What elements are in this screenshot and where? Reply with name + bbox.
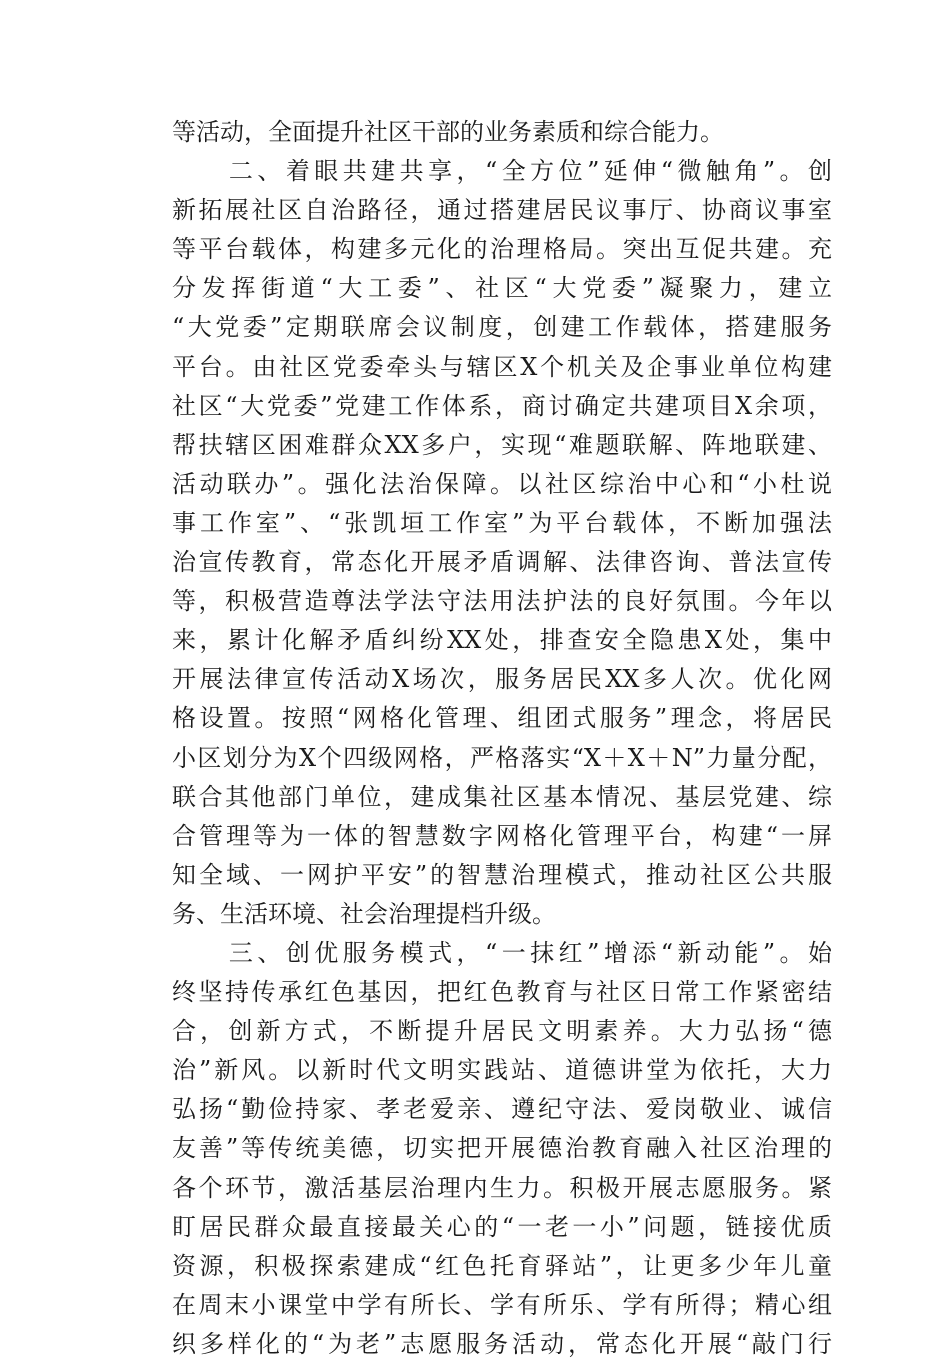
text-line: 资源，积极探索建成“红色托育驿站”，让更多少年儿童 [172,1251,832,1280]
text-line: “大党委”定期联席会议制度，创建工作载体，搭建服务 [172,313,832,342]
text-line: 务、生活环境、社会治理提档升级。 [172,899,556,928]
text-line: 小区划分为X个四级网格，严格落实“X＋X＋N”力量分配， [172,743,832,772]
text-line: 盯居民群众最直接最关心的“一老一小”问题，链接优质 [172,1212,832,1241]
text-line: 弘扬“勤俭持家、孝老爱亲、遵纪守法、爱岗敬业、诚信 [172,1095,832,1124]
text-line: 在周末小课堂中学有所长、学有所乐、学有所得；精心组 [172,1290,832,1319]
text-line: 各个环节，激活基层治理内生力。积极开展志愿服务。紧 [172,1173,832,1202]
text-line: 活动联办”。强化法治保障。以社区综治中心和“小杜说 [172,469,832,498]
text-line: 事工作室”、“张凯垣工作室”为平台载体，不断加强法 [172,508,832,537]
text-line: 开展法律宣传活动X场次，服务居民XX多人次。优化网 [172,665,832,694]
text-line: 分发挥街道“大工委”、社区“大党委”凝聚力，建立 [172,274,832,303]
text-line: 友善”等传统美德，切实把开展德治教育融入社区治理的 [172,1134,832,1163]
text-line: 治”新风。以新时代文明实践站、道德讲堂为依托，大力 [172,1056,832,1085]
text-line: 新拓展社区自治路径，通过搭建居民议事厅、协商议事室 [172,196,832,225]
text-line: 织多样化的“为老”志愿服务活动，常态化开展“敲门行 [172,1329,832,1358]
text-line: 知全域、一网护平安”的智慧治理模式，推动社区公共服 [172,860,832,889]
text-line: 平台。由社区党委牵头与辖区X个机关及企事业单位构建 [172,352,832,381]
body-text [172,113,832,1364]
text-line: 等平台载体，构建多元化的治理格局。突出互促共建。充 [172,235,832,264]
text-line: 格设置。按照“网格化管理、组团式服务”理念，将居民 [172,704,832,733]
text-line: 来，累计化解矛盾纠纷XX处，排查安全隐患X处，集中 [172,626,832,655]
text-line: 合，创新方式，不断提升居民文明素养。大力弘扬“德 [172,1017,832,1046]
section-heading-line: 二、着眼共建共享，“全方位”延伸“微触角”。创 [172,157,832,186]
text-line: 等，积极营造尊法学法守法用法护法的良好氛围。今年以 [172,587,832,616]
text-line: 等活动，全面提升社区干部的业务素质和综合能力。 [172,118,724,146]
text-line: 社区“大党委”党建工作体系，商讨确定共建项目X余项， [172,391,832,420]
text-line: 合管理等为一体的智慧数字网格化管理平台，构建“一屏 [172,821,832,850]
text-line: 帮扶辖区困难群众XX多户，实现“难题联解、阵地联建、 [172,430,832,459]
section-heading-line: 三、创优服务模式，“一抹红”增添“新动能”。始 [172,938,832,967]
text-line: 终坚持传承红色基因，把红色教育与社区日常工作紧密结 [172,978,832,1007]
text-line: 联合其他部门单位，建成集社区基本情况、基层党建、综 [172,782,832,811]
text-line: 治宣传教育，常态化开展矛盾调解、法律咨询、普法宣传 [172,548,832,577]
